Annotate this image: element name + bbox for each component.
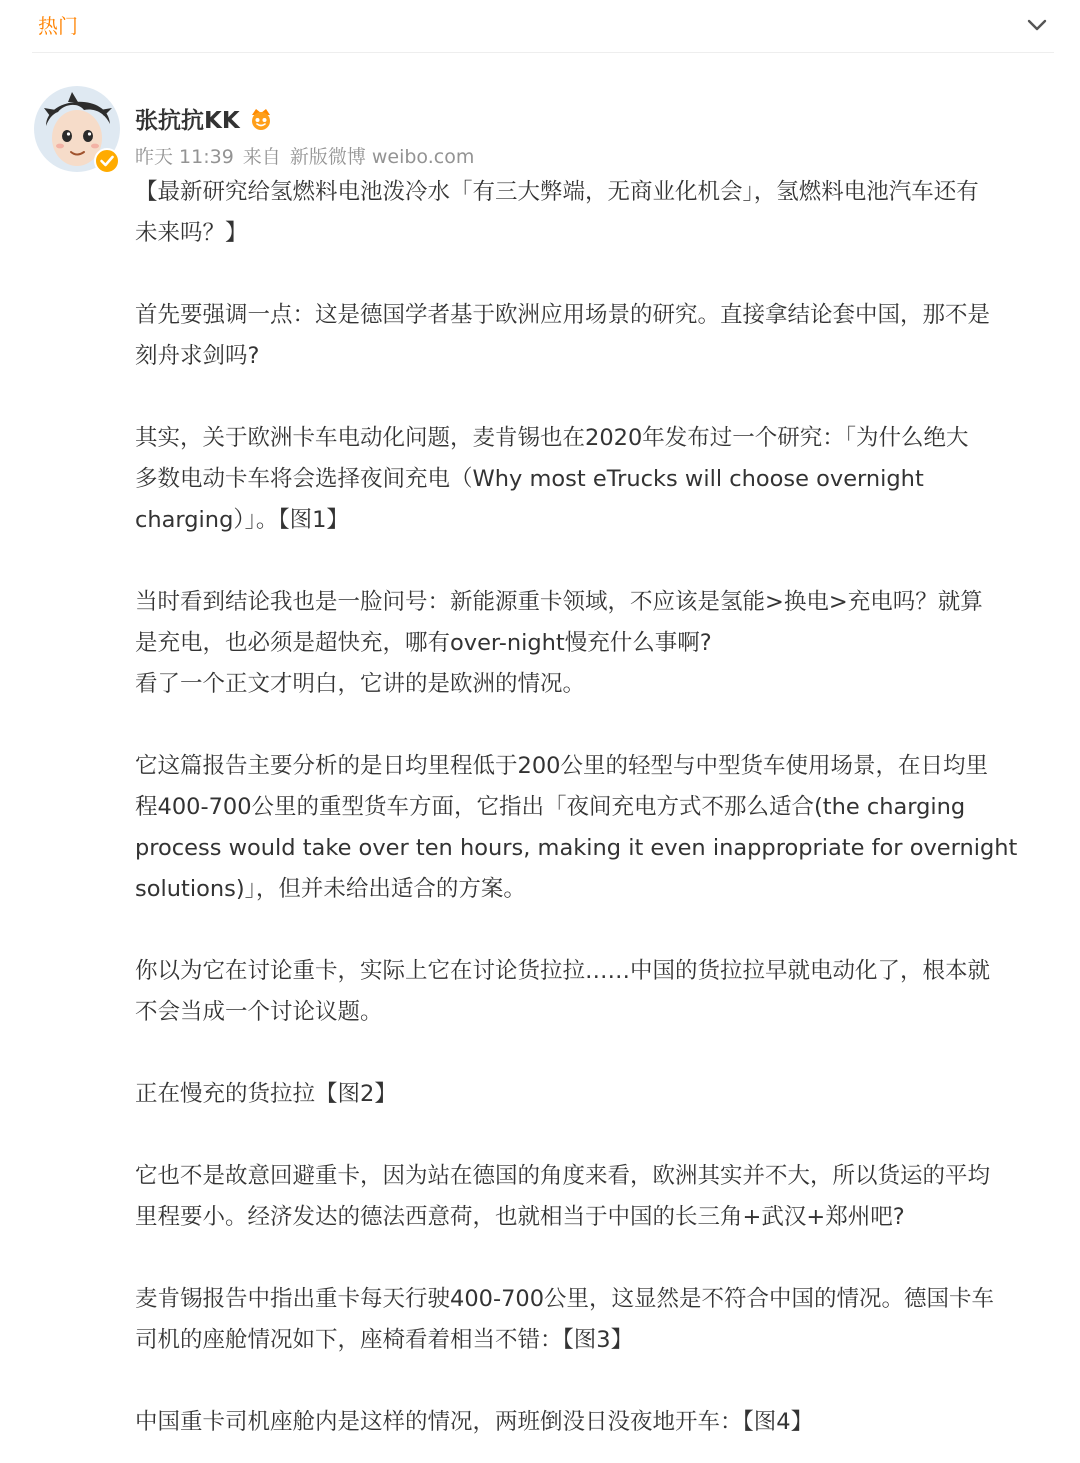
paragraph-line: process would take over ten hours, making it even inappropriate for overnight bbox=[135, 835, 1018, 861]
post-paragraph bbox=[135, 1402, 1047, 1443]
paragraph-line: 是充电，也必须是超快充，哪有over-night慢充什么事啊? bbox=[135, 630, 712, 656]
paragraph-line: 不会当成一个讨论议题。 bbox=[135, 999, 383, 1025]
paragraph-line: 司机的座舱情况如下，座椅看着相当不错：【图3】 bbox=[135, 1327, 634, 1353]
verified-badge-icon bbox=[94, 148, 120, 174]
author-row bbox=[135, 100, 274, 136]
post-paragraph bbox=[135, 582, 1047, 705]
paragraph-line: 你以为它在讨论重卡，实际上它在讨论货拉拉……中国的货拉拉早就电动化了，根本就 bbox=[135, 958, 991, 984]
chevron-down-icon[interactable] bbox=[1022, 10, 1052, 40]
paragraph-line: solutions)」，但并未给出适合的方案。 bbox=[135, 876, 526, 902]
post-source: 新版微博 weibo.com bbox=[289, 146, 475, 168]
paragraph-line: 首先要强调一点：这是德国学者基于欧洲应用场景的研究。直接拿结论套中国，那不是 bbox=[135, 302, 991, 328]
paragraph-line: 麦肯锡报告中指出重卡每天行驶400-700公里，这显然是不符合中国的情况。德国卡车 bbox=[135, 1286, 995, 1312]
top-bar bbox=[0, 0, 1080, 52]
post-paragraph bbox=[135, 172, 1047, 254]
post-time[interactable]: 昨天 11:39 bbox=[135, 146, 234, 168]
member-badge-icon[interactable] bbox=[248, 105, 274, 131]
post-paragraph bbox=[135, 1156, 1047, 1238]
hot-tab[interactable]: 热门 bbox=[38, 14, 78, 38]
post-meta bbox=[135, 144, 474, 170]
post-paragraph bbox=[135, 951, 1047, 1033]
paragraph-line: 正在慢充的货拉拉【图2】 bbox=[135, 1081, 397, 1107]
paragraph-line: 【最新研究给氢燃料电池泼冷水「有三大弊端，无商业化机会」，氢燃料电池汽车还有 bbox=[135, 179, 979, 205]
post-paragraph bbox=[135, 295, 1047, 377]
header-divider bbox=[32, 52, 1054, 53]
post-paragraph bbox=[135, 1279, 1047, 1361]
paragraph-line: 多数电动卡车将会选择夜间充电（Why most eTrucks will choose overnight bbox=[135, 466, 924, 492]
source-prefix: 来自 bbox=[242, 146, 281, 168]
paragraph-line: 中国重卡司机座舱内是这样的情况，两班倒没日没夜地开车：【图4】 bbox=[135, 1409, 814, 1435]
paragraph-line: 当时看到结论我也是一脸问号：新能源重卡领域，不应该是氢能>换电>充电吗？就算 bbox=[135, 589, 983, 615]
paragraph-line: 看了一个正文才明白，它讲的是欧洲的情况。 bbox=[135, 671, 586, 697]
paragraph-line: 未来吗？】 bbox=[135, 220, 248, 246]
paragraph-line: 刻舟求剑吗? bbox=[135, 343, 260, 369]
paragraph-line: charging）」。【图1】 bbox=[135, 507, 349, 533]
post-paragraph bbox=[135, 746, 1047, 910]
post-paragraph bbox=[135, 418, 1047, 541]
paragraph-line: 里程要小。经济发达的德法西意荷，也就相当于中国的长三角+武汉+郑州吧? bbox=[135, 1204, 905, 1230]
paragraph-line: 它也不是故意回避重卡，因为站在德国的角度来看，欧洲其实并不大，所以货运的平均 bbox=[135, 1163, 991, 1189]
paragraph-line: 程400-700公里的重型货车方面，它指出「夜间充电方式不那么适合(the charging bbox=[135, 794, 966, 820]
paragraph-line: 其实，关于欧洲卡车电动化问题，麦肯锡也在2020年发布过一个研究：「为什么绝大 bbox=[135, 425, 969, 451]
username[interactable]: 张抗抗KK bbox=[135, 107, 240, 134]
paragraph-line: 它这篇报告主要分析的是日均里程低于200公里的轻型与中型货车使用场景，在日均里 bbox=[135, 753, 988, 779]
post-content bbox=[135, 172, 1047, 1443]
post-paragraph bbox=[135, 1074, 1047, 1115]
